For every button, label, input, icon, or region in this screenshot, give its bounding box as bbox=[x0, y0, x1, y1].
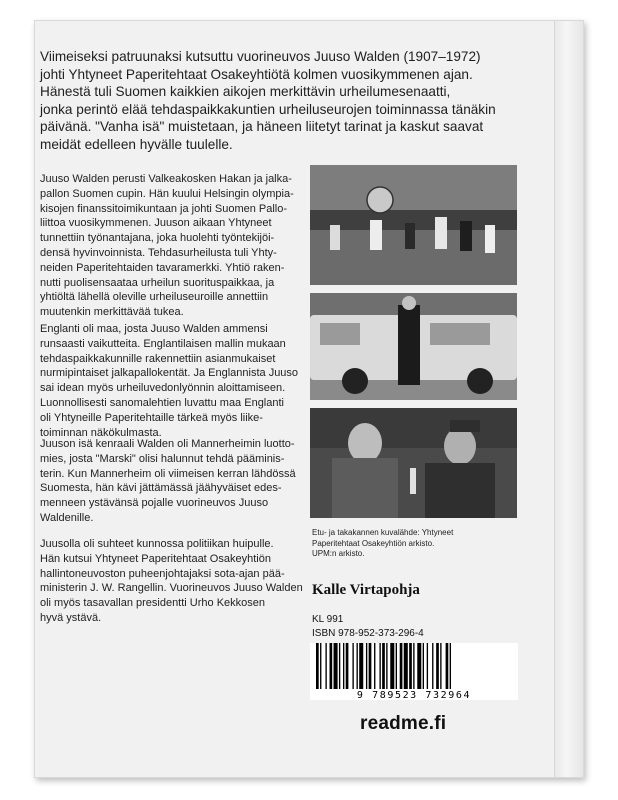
text-line: Suomesta, hän kävi jättämässä jäähyväiset edes- bbox=[40, 482, 282, 495]
text-line: toiminnan näkökulmasta. bbox=[40, 426, 162, 439]
text-line: tehdaspaikkakunnille rakennettiin asianmukaiset bbox=[40, 352, 276, 365]
text-line: nurmipintaiset jalkapallokentät. Ja Englannista Juuso bbox=[40, 367, 299, 380]
text-line: liittoa vuosikymmenen. Juuson aikaan Yhtyneet bbox=[40, 217, 272, 230]
credit-line: UPM:n arkisto. bbox=[312, 549, 365, 558]
text-line: densä hyvinvoinnista. Tehdasurheilusta tuli Yhty- bbox=[40, 246, 277, 259]
barcode-bars bbox=[310, 643, 518, 691]
credit-line: Etu- ja takakannen kuvalähde: Yhtyneet bbox=[312, 528, 454, 537]
photo-mannerheim-meeting bbox=[310, 408, 517, 518]
intro-line: meidät edelleen hyvälle tuulelle. bbox=[40, 136, 233, 152]
paragraph-mannerheim bbox=[40, 437, 305, 526]
intro-line: Viimeiseksi patruunaksi kutsuttu vuorineuvos Juuso Walden (1907–1972) bbox=[40, 49, 481, 64]
credit-line: Paperitehtaat Osakeyhtiön arkisto. bbox=[312, 538, 435, 548]
text-line: neiden Paperitehtaiden tavaramerkki. Yhtiö raken- bbox=[40, 261, 285, 274]
author-name: Kalle Virtapohja bbox=[312, 582, 420, 598]
text-line: Juusolla oli suhteet kunnossa politiikan huipulle. bbox=[40, 538, 274, 550]
publisher-logo: readme.fi bbox=[360, 713, 447, 734]
text-line: Juuson isä kenraali Walden oli Mannerheimin luotto- bbox=[40, 438, 295, 450]
text-line: Juuso Walden perusti Valkeakosken Hakan ja jalka- bbox=[40, 173, 292, 185]
text-line: kisojen finanssitoimikuntaan ja johti Suomen Pallo- bbox=[40, 202, 288, 215]
text-line: Englanti oli maa, josta Juuso Walden ammensi bbox=[40, 323, 268, 335]
text-line: Waldenille. bbox=[40, 511, 94, 524]
paragraph-hakka bbox=[40, 172, 305, 320]
text-line: oli Yhtyneille Paperitehtaille tärkeä myös liike- bbox=[40, 411, 263, 424]
classification-code: KL 991 bbox=[312, 614, 344, 625]
photo-man-with-car bbox=[310, 293, 517, 400]
text-line: hallintoneuvoston puheenjohtajaksi sota-ajan pää- bbox=[40, 567, 285, 580]
text-line: menneen ystävänsä pojalle vuorineuvos Juuso bbox=[40, 497, 269, 510]
text-line: tunnettiin työnantajana, joka huolehti työntekijöi- bbox=[40, 232, 275, 245]
text-line: sai idean myös urheiluvedonlyönnin aloittamiseen. bbox=[40, 382, 286, 395]
text-line: terin. Kun Mannerheim oli viimeisen kerran lähdössä bbox=[40, 467, 296, 480]
text-line: nutti puolisensaataa urheilun suorituspaikkaa, ja bbox=[40, 276, 275, 289]
barcode-number: 9 789523 732964 bbox=[356, 690, 472, 701]
intro-line: Hänestä tuli Suomen kaikkien aikojen merkittävin urheilumesenaatti, bbox=[40, 84, 451, 99]
image-credit bbox=[312, 528, 517, 560]
intro-text bbox=[40, 48, 500, 153]
isbn: ISBN 978-952-373-296-4 bbox=[312, 628, 424, 639]
intro-line: päivänä. "Vanha isä" muistetaan, ja häneen liitetyt tarinat ja kaskut saavat bbox=[40, 119, 484, 134]
text-line: hyvä ystävä. bbox=[40, 611, 102, 624]
text-line: runsaasti vaikutteita. Englantilaisen mallin mukaan bbox=[40, 337, 286, 350]
intro-line: jonka perintö elää tehdaspaikkakuntien urheiluseurojen toiminnassa tänäkin bbox=[40, 101, 496, 117]
paragraph-england bbox=[40, 322, 305, 440]
text-line: Luonnollisesti sanomalehtien luvattu maa Englanti bbox=[40, 396, 284, 409]
text-line: oli myös tasavallan presidentti Urho Kekkosen bbox=[40, 597, 266, 610]
text-line: yhtiöltä lähellä oleville urheiluseuroille annettiin bbox=[40, 291, 269, 304]
text-line: Hän kutsui Yhtyneet Paperitehtaat Osakeyhtiön bbox=[40, 552, 271, 565]
paragraph-politics bbox=[40, 537, 305, 626]
book-spine bbox=[554, 21, 583, 777]
text-line: mies, josta "Marski" olisi halunnut tehdä pääminis- bbox=[40, 452, 285, 465]
intro-line: johti Yhtyneet Paperitehtaat Osakeyhtiötä kolmen vuosikymmenen ajan. bbox=[40, 66, 473, 82]
text-line: muutenkin merkittävää tukea. bbox=[40, 306, 184, 319]
text-line: ministerin J. W. Rangellin. Vuorineuvos Juuso Walden bbox=[40, 582, 303, 595]
text-line: pallon Suomen cupin. Hän kuului Helsingin olympia- bbox=[40, 187, 294, 200]
photo-football-match bbox=[310, 165, 517, 285]
